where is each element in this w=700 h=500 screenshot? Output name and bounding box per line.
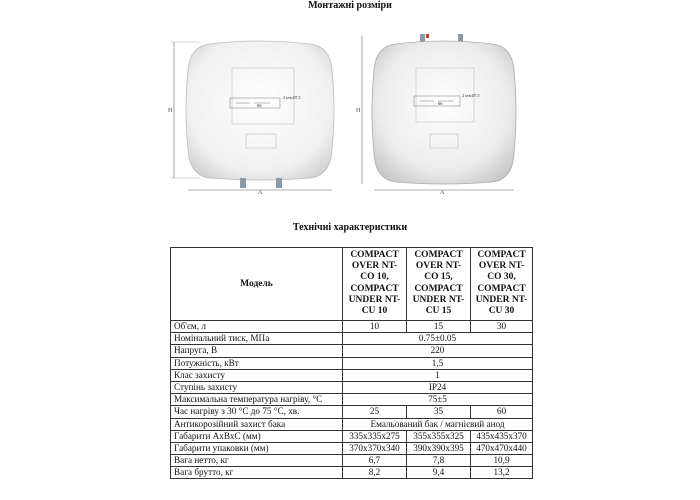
- row-value: 435x435x370: [471, 430, 533, 442]
- row-value: 370x370x340: [343, 442, 407, 454]
- row-value: 7,8: [407, 455, 471, 467]
- specs-title: Технічні характеристики: [292, 222, 408, 233]
- specs-table: [170, 247, 533, 479]
- row-value: 25: [343, 406, 407, 418]
- row-value-merged: 75±5: [343, 394, 533, 406]
- dim-a-label: A: [258, 190, 263, 196]
- row-label: Вага брутто, кг: [171, 467, 343, 479]
- water-heater-drawing-right: [358, 30, 530, 195]
- model-column-header: COMPACT OVER NT-CO 15, COMPACT UNDER NT-CU 15: [407, 248, 471, 321]
- row-value-merged: 0.75±0.05: [343, 333, 533, 345]
- row-value-merged: IP24: [343, 381, 533, 393]
- water-heater-drawing-left: [170, 30, 350, 195]
- table-row: [171, 455, 533, 467]
- row-value: 60: [471, 406, 533, 418]
- row-label: Потужність, кВт: [171, 357, 343, 369]
- row-value-merged: 1: [343, 369, 533, 381]
- table-row: [171, 369, 533, 381]
- dim-h-label: H: [356, 108, 361, 114]
- table-row: [171, 467, 533, 479]
- model-header: Модель: [171, 248, 343, 321]
- row-label: Максимальна температура нагріву, °С: [171, 394, 343, 406]
- row-label: Габарити упаковки (мм): [171, 442, 343, 454]
- row-value: 470x470x440: [471, 442, 533, 454]
- row-value-merged: 1,5: [343, 357, 533, 369]
- row-value: 390x390x395: [407, 442, 471, 454]
- dim-66-label: 66: [257, 103, 262, 108]
- row-label: Напруга, В: [171, 345, 343, 357]
- row-value: 9,4: [407, 467, 471, 479]
- table-row: [171, 442, 533, 454]
- model-column-header: COMPACT OVER NT-CO 10, COMPACT UNDER NT-CU 10: [343, 248, 407, 321]
- mounting-dimensions-title: Монтажні розміри: [308, 0, 392, 11]
- holes-note: 2 отв.Ø7,5: [283, 95, 301, 100]
- row-value: 15: [407, 321, 471, 333]
- row-label: Об'єм, л: [171, 321, 343, 333]
- row-label: Антикорозійний захист бака: [171, 418, 343, 430]
- row-label: Ступінь захисту: [171, 381, 343, 393]
- row-value: 13,2: [471, 467, 533, 479]
- row-value: 30: [471, 321, 533, 333]
- table-row: [171, 406, 533, 418]
- table-row: [171, 430, 533, 442]
- table-row: [171, 345, 533, 357]
- row-value: 6,7: [343, 455, 407, 467]
- row-label: Габарити АхВхС (мм): [171, 430, 343, 442]
- holes-note: 2 отв.Ø7,5: [462, 93, 480, 98]
- table-header-row: [171, 248, 533, 321]
- row-value: 355x355x325: [407, 430, 471, 442]
- table-row: [171, 333, 533, 345]
- row-label: Час нагріву з 30 °С до 75 °С, хв.: [171, 406, 343, 418]
- dim-h-label: H: [168, 108, 173, 114]
- row-label: Клас захисту: [171, 369, 343, 381]
- table-row: [171, 418, 533, 430]
- table-row: [171, 394, 533, 406]
- table-row: [171, 357, 533, 369]
- table-row: [171, 381, 533, 393]
- row-value-merged: Емальований бак / магнієвий анод: [343, 418, 533, 430]
- row-value: 8,2: [343, 467, 407, 479]
- table-row: [171, 321, 533, 333]
- model-column-header: COMPACT OVER NT-CO 30, COMPACT UNDER NT-CU 30: [471, 248, 533, 321]
- row-label: Вага нетто, кг: [171, 455, 343, 467]
- row-value: 335x335x275: [343, 430, 407, 442]
- row-value-merged: 220: [343, 345, 533, 357]
- row-value: 35: [407, 406, 471, 418]
- dim-a-label: A: [440, 190, 445, 196]
- dim-66-label: 66: [438, 101, 443, 106]
- row-value: 10: [343, 321, 407, 333]
- row-label: Номінальний тиск, МПа: [171, 333, 343, 345]
- row-value: 10,9: [471, 455, 533, 467]
